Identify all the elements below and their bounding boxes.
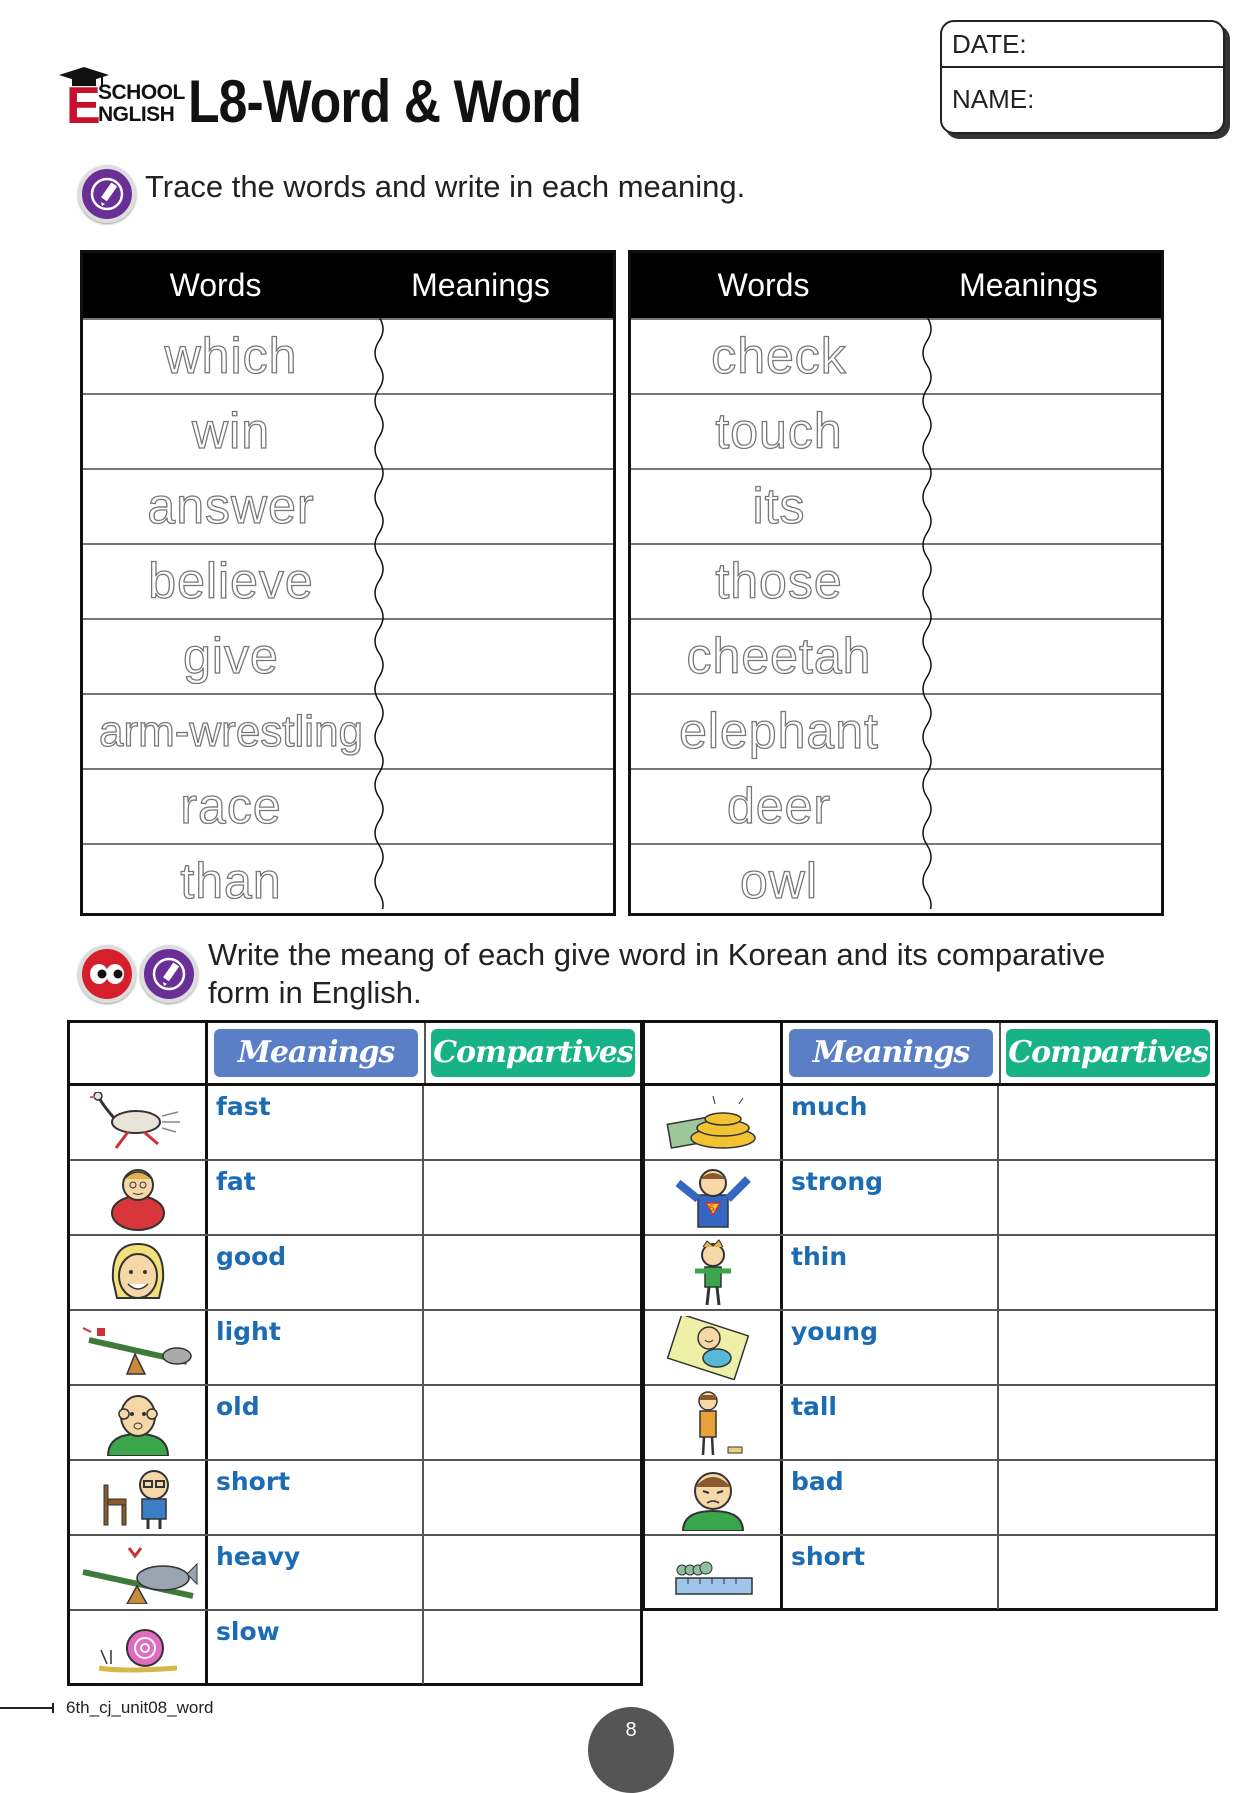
given-word: tall: [783, 1386, 999, 1459]
trace-row: [631, 318, 1161, 393]
comparative-field[interactable]: [999, 1086, 1215, 1159]
footer-rule: [0, 1707, 54, 1709]
comparative-table-left: [67, 1020, 643, 1686]
given-word: strong: [783, 1161, 999, 1234]
table-row: [70, 1536, 640, 1611]
name-field[interactable]: [942, 68, 1223, 130]
trace-word[interactable]: than: [180, 853, 282, 909]
trace-word[interactable]: answer: [147, 478, 315, 534]
trace-row: [83, 318, 613, 393]
seesaw-whale-icon: [70, 1536, 208, 1609]
trace-word[interactable]: deer: [726, 778, 832, 834]
col-header-meanings: Meanings: [959, 267, 1098, 303]
running-bird-icon: [70, 1086, 208, 1159]
meaning-field[interactable]: [927, 620, 1161, 693]
footer-code: 6th_cj_unit08_word: [66, 1698, 214, 1717]
given-word: short: [783, 1536, 999, 1609]
trace-row: [83, 468, 613, 543]
comparative-field[interactable]: [424, 1311, 640, 1384]
section2-instruction-line2: form in English.: [208, 975, 422, 1010]
pencil-write-icon: [78, 165, 136, 223]
table-row: [645, 1161, 1215, 1236]
wavy-divider: [371, 317, 387, 909]
meaning-field[interactable]: [927, 695, 1161, 768]
given-word: much: [783, 1086, 999, 1159]
meaning-field[interactable]: [379, 470, 613, 543]
trace-word[interactable]: give: [183, 628, 279, 684]
trace-row: [631, 768, 1161, 843]
comparative-field[interactable]: [999, 1386, 1215, 1459]
section2-instruction-line1: Write the meang of each give word in Korean and its comparative: [208, 937, 1106, 972]
table-row: [70, 1161, 640, 1236]
trace-row: [631, 393, 1161, 468]
trace-word[interactable]: win: [191, 403, 271, 459]
comparative-field[interactable]: [424, 1386, 640, 1459]
col-header-comparatives: Compartives: [431, 1029, 635, 1077]
meaning-field[interactable]: [379, 770, 613, 843]
trace-row: [83, 393, 613, 468]
logo-letter-e: E: [66, 77, 101, 135]
meaning-field[interactable]: [379, 320, 613, 393]
comparative-field[interactable]: [999, 1311, 1215, 1384]
table-row: [70, 1311, 640, 1386]
table-row: [645, 1461, 1215, 1536]
fat-boy-icon: [70, 1161, 208, 1234]
table-row: [70, 1461, 640, 1536]
meaning-field[interactable]: [927, 320, 1161, 393]
trace-row: [83, 768, 613, 843]
table-row: [645, 1536, 1215, 1609]
footer-rule-tick: [52, 1703, 54, 1713]
section2-instruction: [208, 936, 1105, 1012]
page-title: L8-Word & Word: [188, 68, 582, 135]
given-word: light: [208, 1311, 424, 1384]
comparative-field[interactable]: [424, 1536, 640, 1609]
comparative-field[interactable]: [424, 1461, 640, 1534]
angry-boy-icon: [645, 1461, 783, 1534]
trace-word[interactable]: owl: [739, 853, 819, 909]
trace-table-header: [631, 253, 1161, 318]
meaning-field[interactable]: [379, 395, 613, 468]
given-word: young: [783, 1311, 999, 1384]
wavy-divider: [919, 317, 935, 909]
seesaw-light-icon: [70, 1311, 208, 1384]
given-word: fast: [208, 1086, 424, 1159]
given-word: old: [208, 1386, 424, 1459]
pencil-write-icon: [140, 945, 198, 1003]
comparative-field[interactable]: [424, 1086, 640, 1159]
section1-instruction: Trace the words and write in each meaning.: [145, 169, 746, 204]
meaning-field[interactable]: [379, 845, 613, 918]
meaning-field[interactable]: [927, 395, 1161, 468]
trace-row: [631, 843, 1161, 918]
table-row: [645, 1236, 1215, 1311]
meaning-field[interactable]: [927, 770, 1161, 843]
trace-word[interactable]: elephant: [679, 703, 879, 759]
baby-icon: [645, 1311, 783, 1384]
trace-row: [83, 843, 613, 918]
old-man-icon: [70, 1386, 208, 1459]
logo-line-2: NGLISH: [98, 103, 175, 126]
eyes-look-icon: [78, 945, 136, 1003]
col-header-meanings: Meanings: [214, 1029, 418, 1077]
trace-word[interactable]: which: [164, 328, 298, 384]
trace-row: [83, 693, 613, 768]
given-word: bad: [783, 1461, 999, 1534]
col-header-comparatives: Compartives: [1006, 1029, 1210, 1077]
col-header-words: Words: [717, 267, 810, 303]
snail-icon: [70, 1611, 208, 1684]
trace-row: [631, 468, 1161, 543]
trace-word[interactable]: those: [715, 553, 843, 609]
trace-row: [631, 543, 1161, 618]
date-field[interactable]: [942, 22, 1223, 68]
given-word: heavy: [208, 1536, 424, 1609]
table-row: [70, 1086, 640, 1161]
comparative-field[interactable]: [999, 1536, 1215, 1609]
trace-word[interactable]: its: [752, 478, 806, 534]
date-label: DATE:: [952, 29, 1027, 59]
table-row: [70, 1236, 640, 1311]
school-english-logo: [58, 66, 185, 135]
comparative-field[interactable]: [424, 1236, 640, 1309]
comparative-table-right: [642, 1020, 1218, 1611]
thin-boy-icon: [645, 1236, 783, 1309]
tall-girl-icon: [645, 1386, 783, 1459]
given-word: thin: [783, 1236, 999, 1309]
meaning-field[interactable]: [927, 470, 1161, 543]
money-pile-icon: [645, 1086, 783, 1159]
trace-row: [631, 618, 1161, 693]
trace-table-left: [80, 250, 616, 916]
meaning-field[interactable]: [379, 545, 613, 618]
trace-row: [631, 693, 1161, 768]
name-label: NAME:: [952, 84, 1035, 114]
superhero-icon: [645, 1161, 783, 1234]
trace-word[interactable]: check: [711, 328, 847, 384]
table-row: [70, 1611, 640, 1684]
short-boy-chair-icon: [70, 1461, 208, 1534]
given-word: short: [208, 1461, 424, 1534]
trace-word[interactable]: touch: [715, 403, 843, 459]
comparative-table-header: [645, 1023, 1215, 1086]
comparative-field[interactable]: [424, 1611, 640, 1684]
comparative-field[interactable]: [999, 1161, 1215, 1234]
table-row: [645, 1086, 1215, 1161]
col-header-words: Words: [169, 267, 262, 303]
col-header-meanings: Meanings: [789, 1029, 993, 1077]
smiling-girl-icon: [70, 1236, 208, 1309]
table-row: [70, 1386, 640, 1461]
given-word: slow: [208, 1611, 424, 1684]
date-name-box: [940, 20, 1225, 134]
col-header-meanings: Meanings: [411, 267, 550, 303]
svg-text:S: S: [708, 1203, 715, 1214]
trace-word[interactable]: cheetah: [686, 628, 872, 684]
given-word: good: [208, 1236, 424, 1309]
meaning-field[interactable]: [379, 620, 613, 693]
trace-table-right: [628, 250, 1164, 916]
page-number: 8: [588, 1707, 674, 1793]
trace-row: [83, 618, 613, 693]
given-word: fat: [208, 1161, 424, 1234]
comparative-table-header: [70, 1023, 640, 1086]
short-caterpillar-ruler-icon: [645, 1536, 783, 1609]
trace-word[interactable]: believe: [148, 553, 314, 609]
comparative-field[interactable]: [999, 1461, 1215, 1534]
trace-word[interactable]: arm-wrestling: [98, 707, 364, 756]
trace-row: [83, 543, 613, 618]
trace-word[interactable]: race: [180, 778, 282, 834]
meaning-field[interactable]: [927, 545, 1161, 618]
trace-table-header: [83, 253, 613, 318]
table-row: [645, 1386, 1215, 1461]
logo-line-1: SCHOOL: [98, 81, 185, 104]
comparative-field[interactable]: [999, 1236, 1215, 1309]
comparative-field[interactable]: [424, 1161, 640, 1234]
meaning-field[interactable]: [927, 845, 1161, 918]
meaning-field[interactable]: [379, 695, 613, 768]
table-row: [645, 1311, 1215, 1386]
